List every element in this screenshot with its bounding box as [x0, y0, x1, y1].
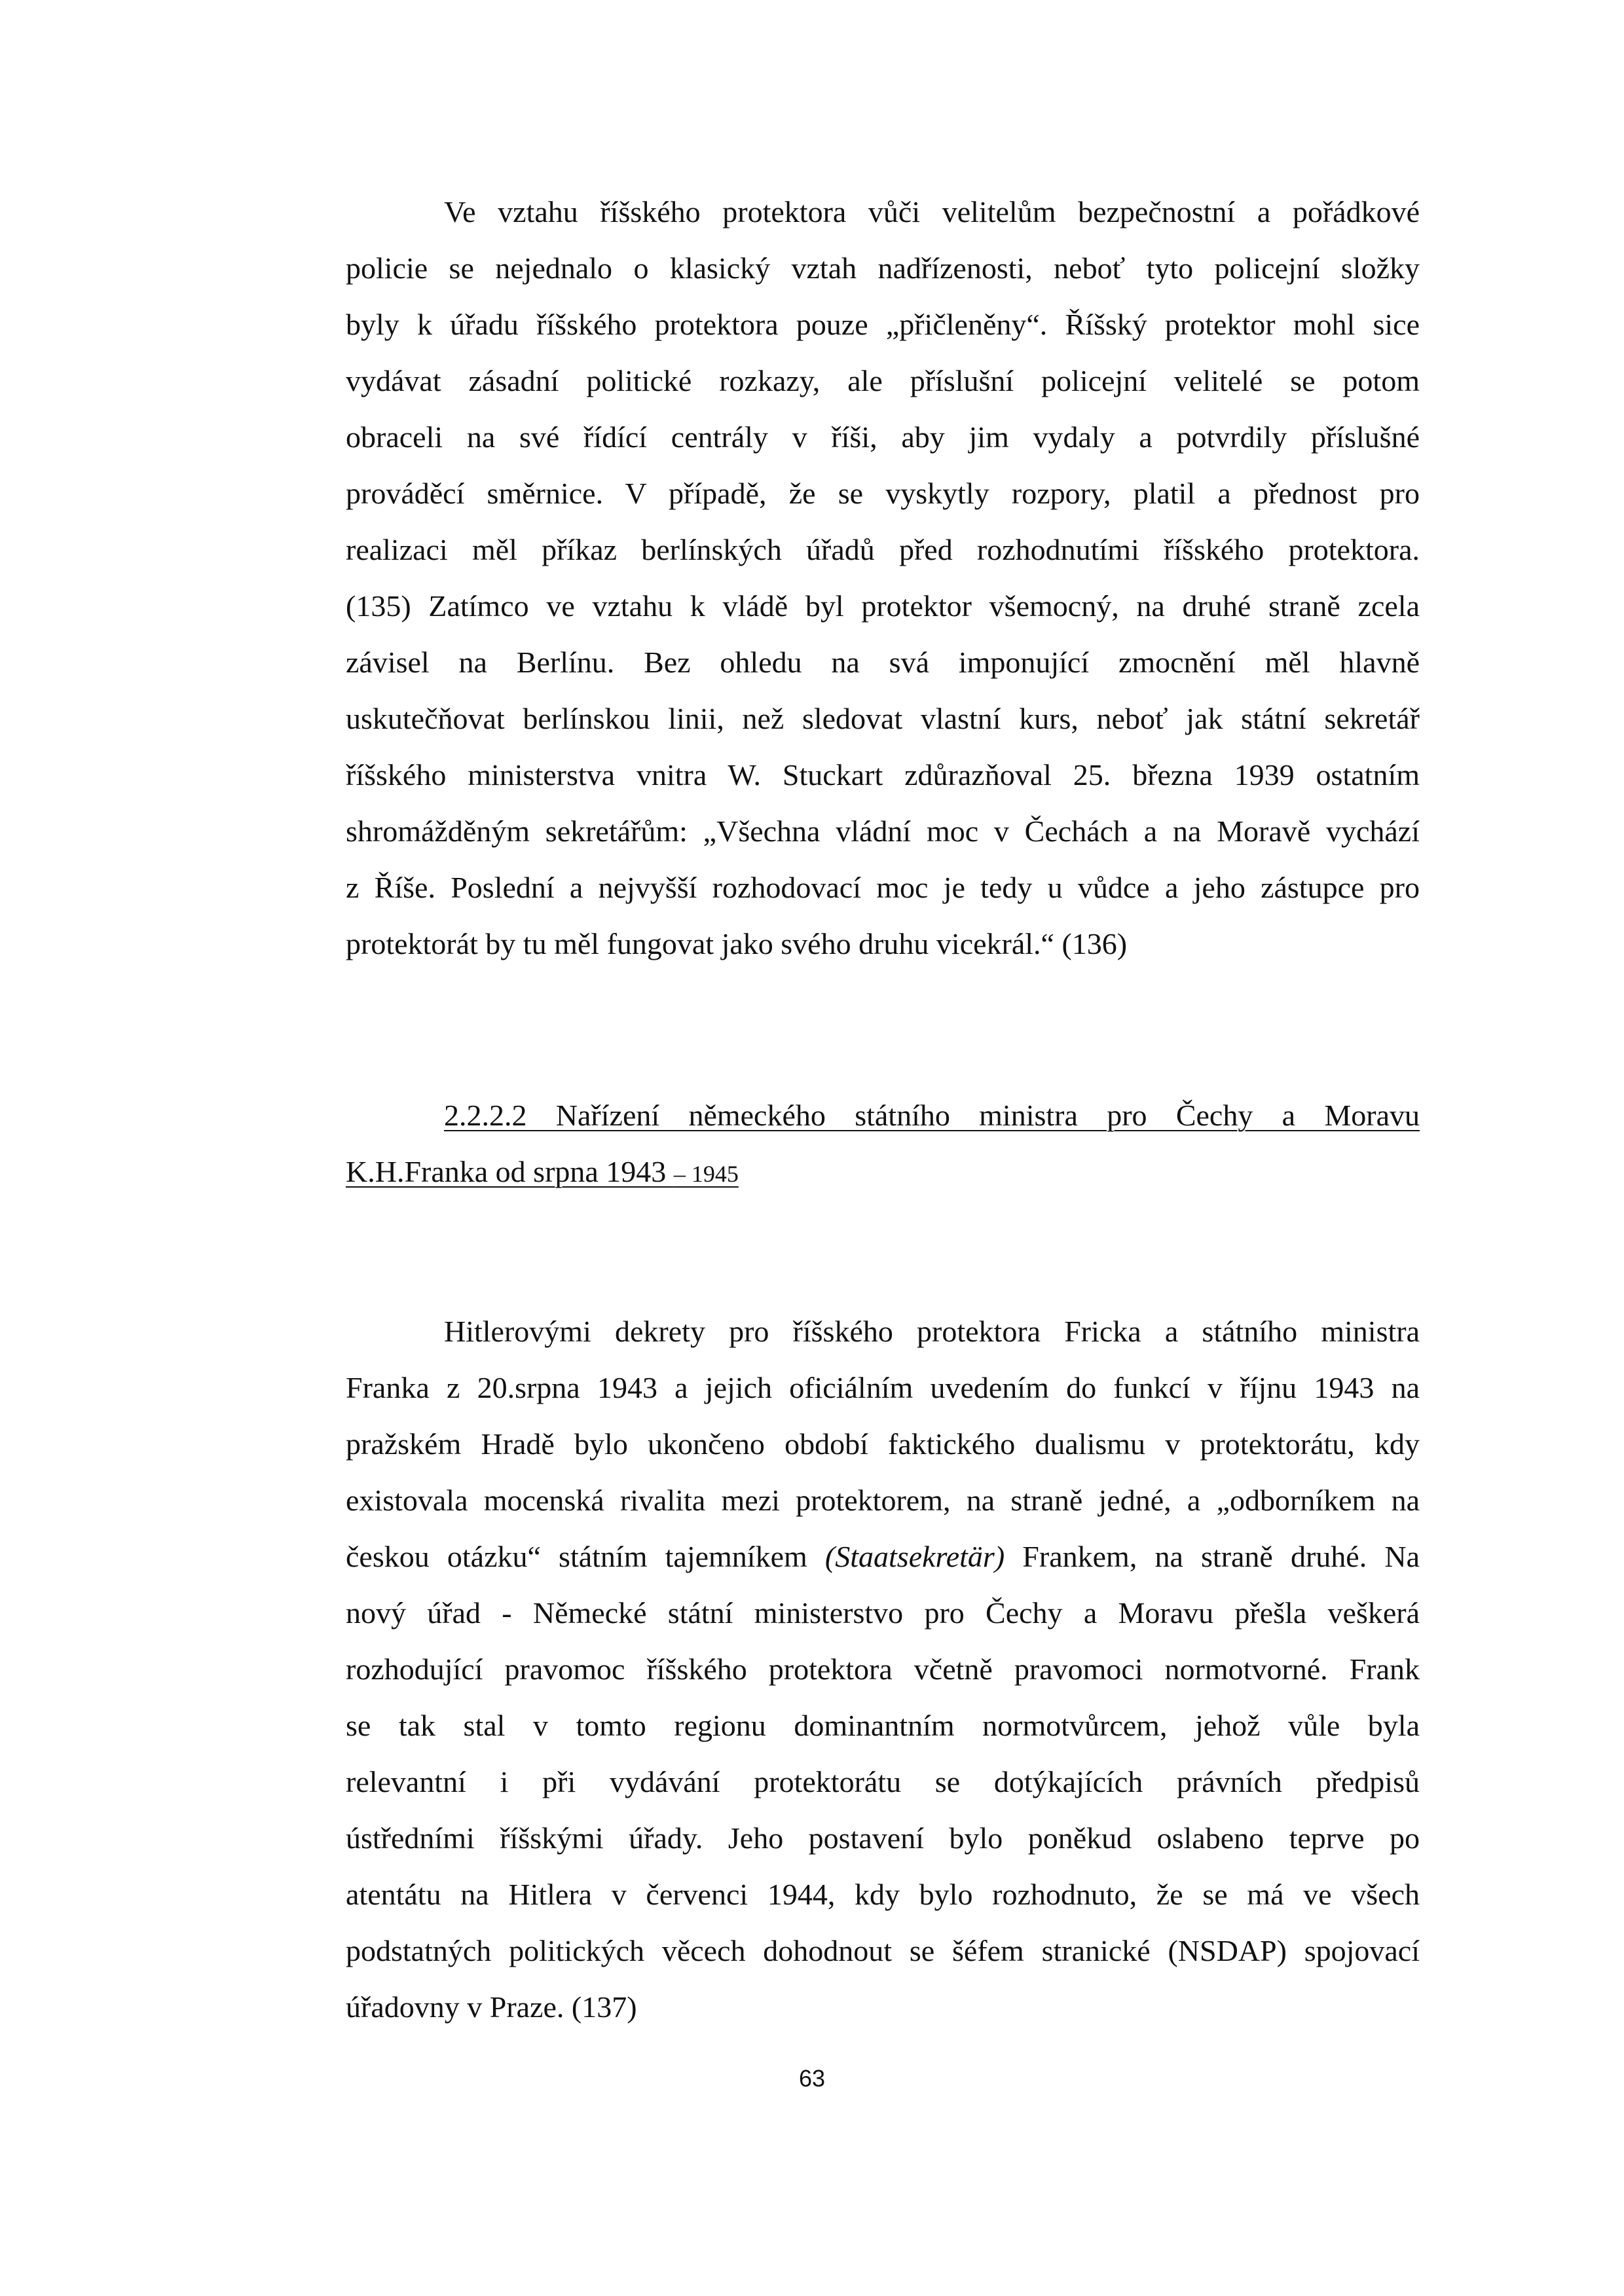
section-heading-years: – 1945: [673, 1161, 739, 1187]
text-segment: českou otázku“ státním tajemníkem: [346, 1540, 825, 1573]
text-line: podstatných politických věcech dohodnout se šéfem stranické (NSDAP) spojovací: [346, 1934, 1420, 1967]
text-line: Franka z 20.srpna 1943 a jejich oficiálním uvedením do funkcí v říjnu 1943 na: [346, 1371, 1420, 1404]
text-line: nový úřad - Německé státní ministerstvo pro Čechy a Moravu přešla veškerá: [346, 1596, 1420, 1630]
text-line: atentátu na Hitlera v červenci 1944, kdy bylo rozhodnuto, že se má ve všech: [346, 1878, 1420, 1911]
text-line: byly k úřadu říšského protektora pouze „přičleněny“. Říšský protektor mohl sice: [346, 308, 1420, 341]
text-line: [346, 1529, 1420, 1585]
text-line: shromážděným sekretářům: „Všechna vládní moc v Čechách a na Moravě vychází: [346, 814, 1420, 848]
section-heading-line-2: [346, 1144, 1420, 1200]
text-line: Hitlerovými dekrety pro říšského protektora Fricka a státního ministra: [444, 1315, 1420, 1348]
text-segment: Frankem, na straně druhé. Na: [1005, 1540, 1420, 1573]
section-heading-main: K.H.Franka od srpna 1943: [346, 1155, 674, 1188]
italic-term: (Staatsekretär): [824, 1540, 1005, 1573]
text-line: říšského ministerstva vnitra W. Stuckart zdůrazňoval 25. března 1939 ostatním: [346, 758, 1420, 792]
text-line: policie se nejednalo o klasický vztah nadřízenosti, neboť tyto policejní složky: [346, 251, 1420, 285]
text-line: prováděcí směrnice. V případě, že se vyskytly rozpory, platil a přednost pro: [346, 477, 1420, 510]
text-line: obraceli na své řídící centrály v říši, aby jim vydaly a potvrdily příslušné: [346, 420, 1420, 454]
text-line: vydávat zásadní politické rozkazy, ale příslušní policejní velitelé se potom: [346, 364, 1420, 397]
page-number: 63: [798, 2065, 826, 2092]
text-line: Ve vztahu říšského protektora vůči velitelům bezpečnostní a pořádkové: [444, 195, 1420, 228]
text-line: existovala mocenská rivalita mezi protektorem, na straně jedné, a „odborníkem na: [346, 1484, 1420, 1517]
text-line: z Říše. Poslední a nejvyšší rozhodovací moc je tedy u vůdce a jeho zástupce pro: [346, 871, 1420, 904]
text-line: se tak stal v tomto regionu dominantním normotvůrcem, jehož vůle byla: [346, 1709, 1420, 1742]
text-line: rozhodující pravomoc říšského protektora včetně pravomoci normotvorné. Frank: [346, 1652, 1420, 1686]
text-line: protektorát by tu měl fungovat jako svého druhu vicekrál.“ (136): [346, 927, 1128, 960]
text-line: ústředními říšskými úřady. Jeho postavení bylo poněkud oslabeno teprve po: [346, 1821, 1420, 1855]
text-line: relevantní i při vydávání protektorátu se dotýkajících právních předpisů: [346, 1765, 1420, 1798]
text-line: uskutečňovat berlínskou linii, než sledovat vlastní kurs, neboť jak státní sekretář: [346, 702, 1420, 735]
text-line: úřadovny v Praze. (137): [346, 1990, 637, 2024]
text-line: závisel na Berlínu. Bez ohledu na svá imponující zmocnění měl hlavně: [346, 646, 1420, 679]
text-line: (135) Zatímco ve vztahu k vládě byl protektor všemocný, na druhé straně zcela: [346, 589, 1420, 623]
section-heading-line-1: 2.2.2.2 Nařízení německého státního ministra pro Čechy a Moravu: [444, 1099, 1420, 1132]
text-line: realizaci měl příkaz berlínských úřadů před rozhodnutími říšského protektora.: [346, 533, 1420, 566]
text-line: pražském Hradě bylo ukončeno období faktického dualismu v protektorátu, kdy: [346, 1427, 1420, 1461]
